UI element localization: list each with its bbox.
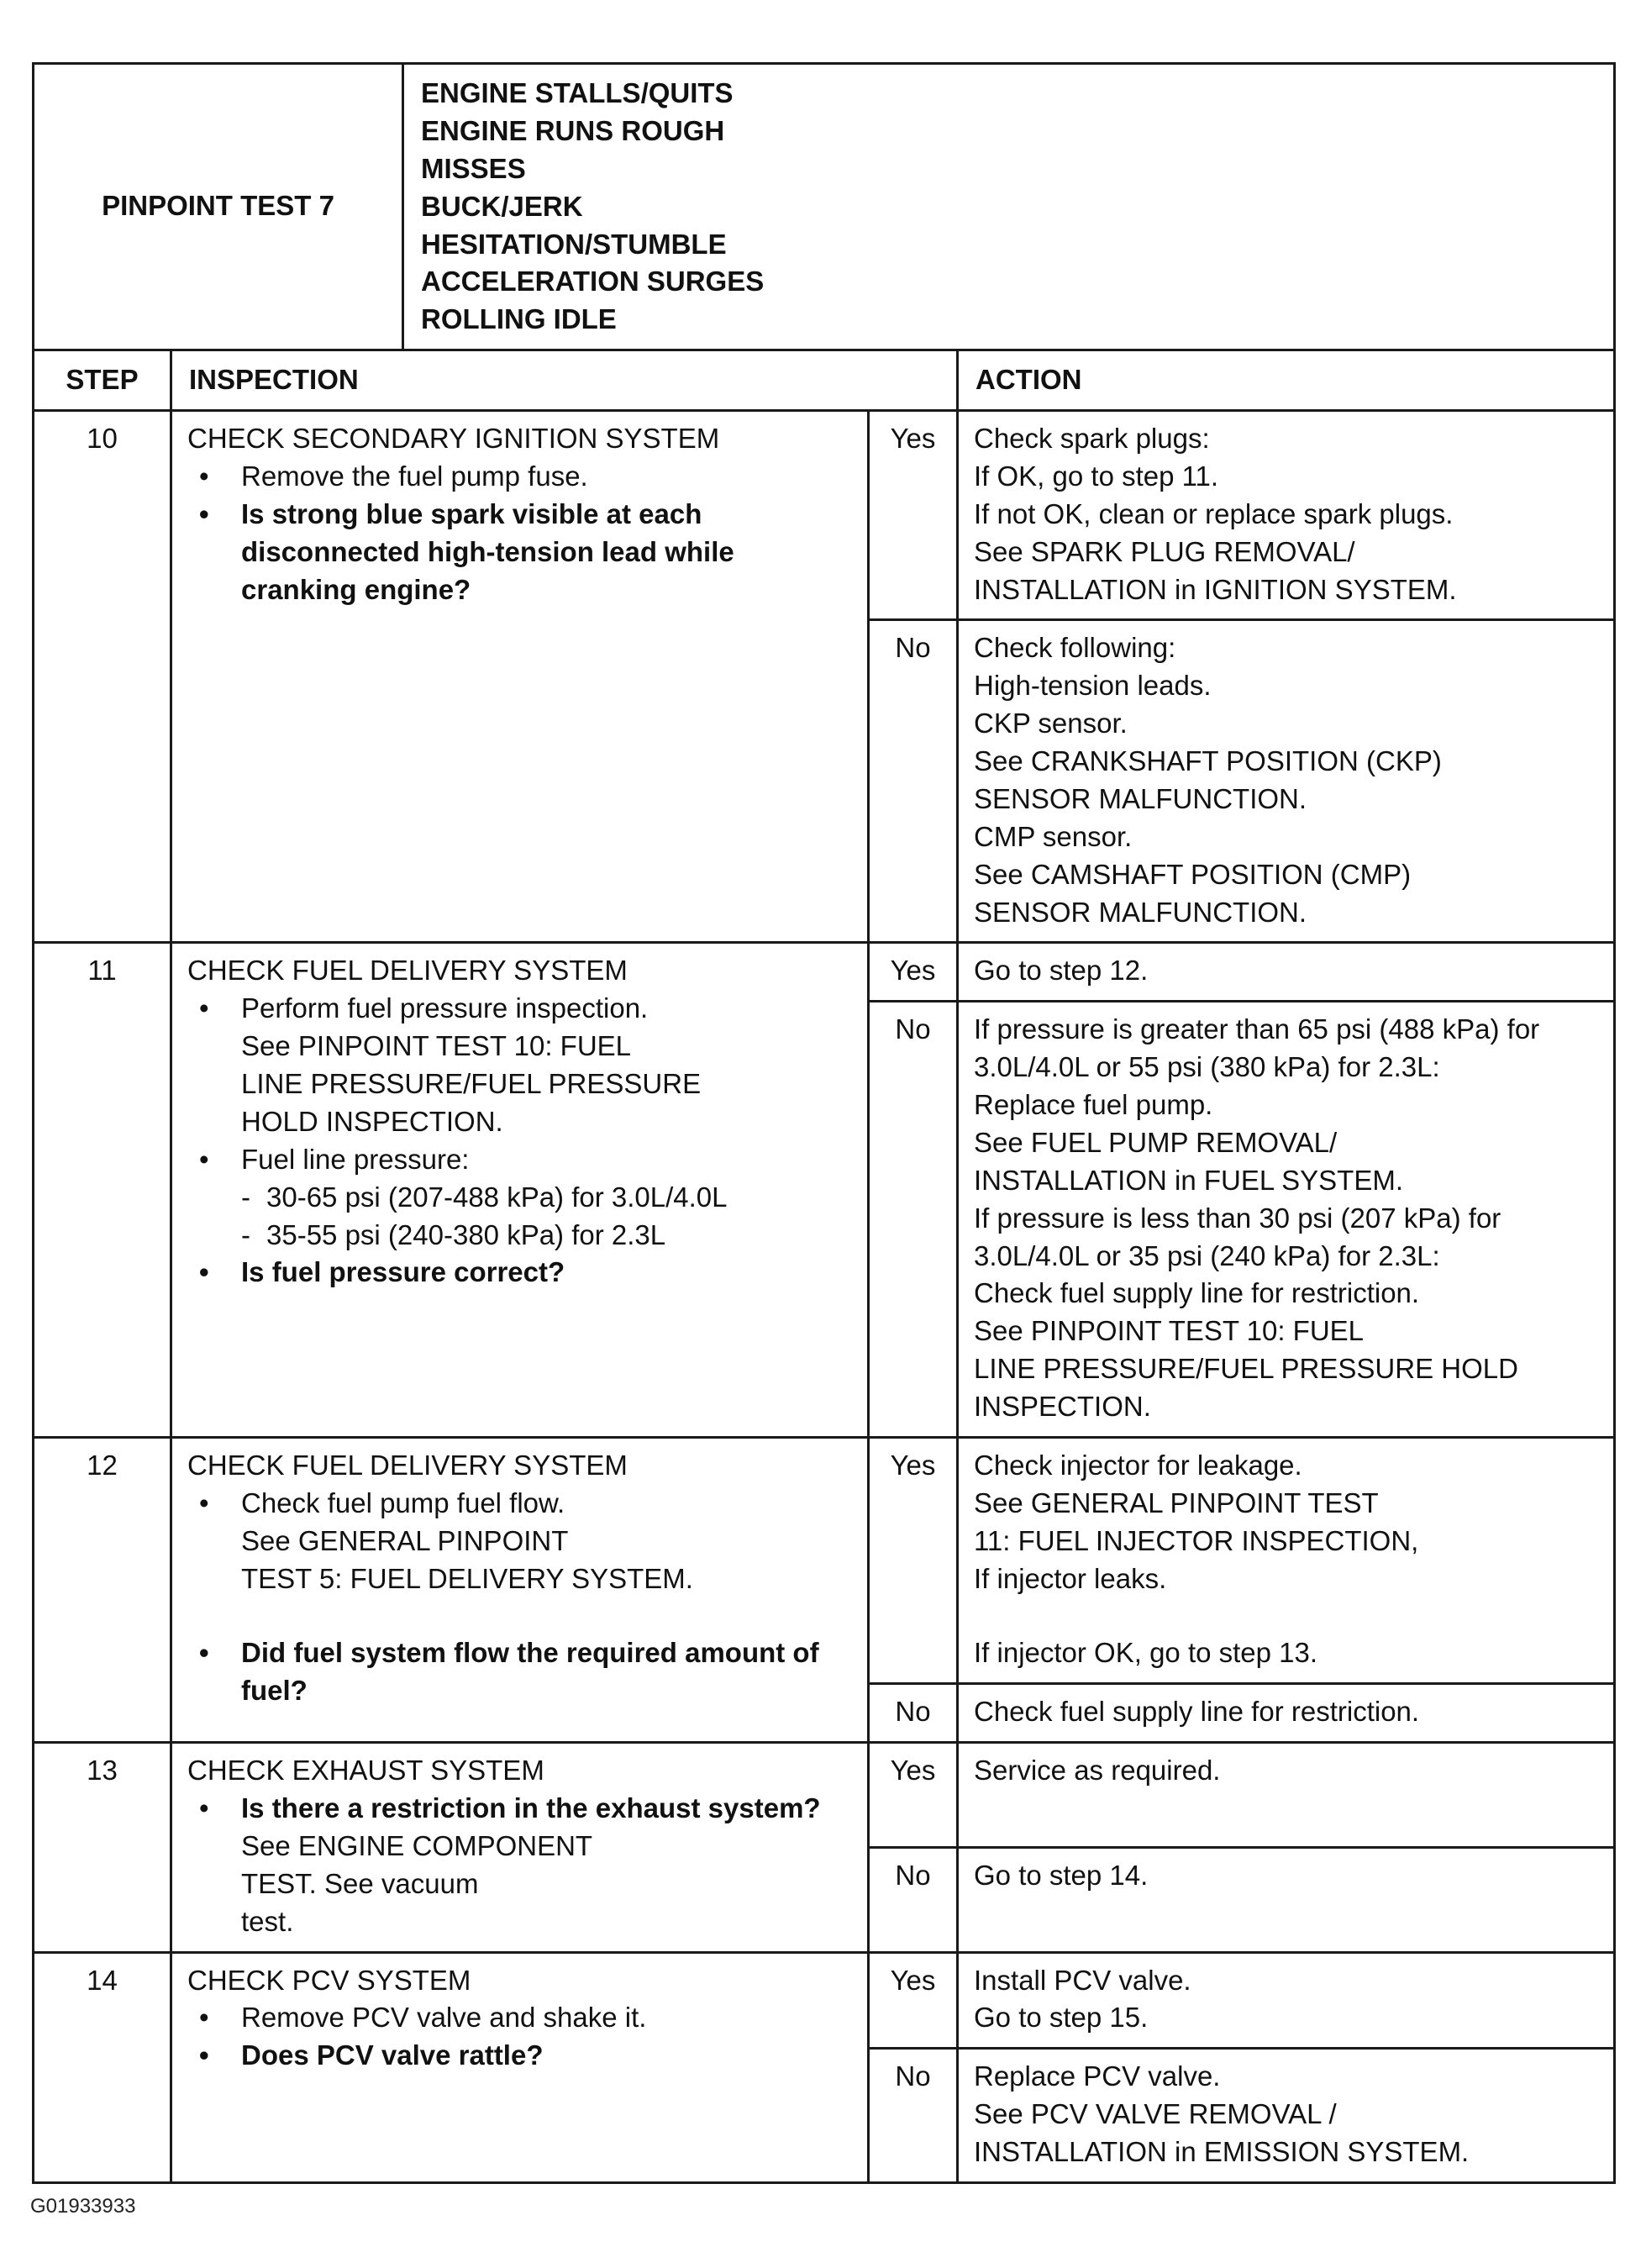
test-header-row bbox=[34, 64, 1615, 350]
step-row-yes bbox=[34, 411, 1615, 620]
pinpoint-test-table bbox=[32, 62, 1616, 2184]
inspection-bullet: • Remove PCV valve and shake it. bbox=[187, 1999, 852, 2037]
action-line: Check fuel supply line for restriction. bbox=[974, 1696, 1420, 1728]
no-label: No bbox=[869, 1847, 958, 1952]
action-line: If injector OK, go to step 13. bbox=[974, 1637, 1318, 1669]
inspection-title: CHECK FUEL DELIVERY SYSTEM bbox=[187, 955, 628, 987]
action-line: CMP sensor. bbox=[974, 820, 1133, 852]
symptom-list bbox=[403, 64, 1615, 350]
action-line: INSTALLATION in EMISSION SYSTEM. bbox=[974, 2136, 1470, 2167]
yes-action bbox=[958, 1437, 1615, 1683]
no-action bbox=[958, 1684, 1615, 1743]
inspection-bullet bbox=[187, 990, 852, 1141]
no-label: No bbox=[869, 2049, 958, 2183]
action-line: Service as required. bbox=[974, 1755, 1221, 1787]
bullet-line: See GENERAL PINPOINT bbox=[241, 1524, 569, 1556]
step-row-yes bbox=[34, 1437, 1615, 1683]
bullet-line: See ENGINE COMPONENT bbox=[241, 1829, 593, 1861]
inspection-title: CHECK PCV SYSTEM bbox=[187, 1964, 471, 1996]
action-line: If OK, go to step 11. bbox=[974, 460, 1219, 492]
inspection-bullet: • Remove the fuel pump fuse. bbox=[187, 458, 852, 496]
inspection-question: • Is there a restriction in the exhaust system? bbox=[241, 1792, 821, 1823]
bullet-line: See PINPOINT TEST 10: FUEL bbox=[241, 1030, 632, 1062]
bullet-line: LINE PRESSURE/FUEL PRESSURE bbox=[241, 1068, 702, 1099]
bullet-line: TEST 5: FUEL DELIVERY SYSTEM. bbox=[241, 1562, 693, 1594]
action-line: See PINPOINT TEST 10: FUEL bbox=[974, 1315, 1365, 1347]
bullet-line: • Fuel line pressure: bbox=[241, 1143, 470, 1175]
action-line: INSTALLATION in FUEL SYSTEM. bbox=[974, 1164, 1404, 1196]
bullet-line: TEST. See vacuum bbox=[241, 1867, 479, 1899]
no-label: No bbox=[869, 1002, 958, 1438]
action-line: If not OK, clean or replace spark plugs. bbox=[974, 497, 1454, 529]
symptom: ROLLING IDLE bbox=[421, 303, 617, 335]
action-line: Check fuel supply line for restriction. bbox=[974, 1277, 1420, 1309]
step-number: 13 bbox=[34, 1743, 171, 1952]
action-line: See FUEL PUMP REMOVAL/ bbox=[974, 1126, 1338, 1158]
yes-action bbox=[958, 1952, 1615, 2049]
bullet-line: • Check fuel pump fuel flow. bbox=[241, 1487, 565, 1518]
action-line: Check following: bbox=[974, 632, 1176, 664]
inspection-question: • Did fuel system flow the required amount of fuel? bbox=[187, 1634, 852, 1710]
column-header-inspection: INSPECTION bbox=[171, 350, 958, 411]
no-action bbox=[958, 2049, 1615, 2183]
action-line: Go to step 15. bbox=[974, 2002, 1149, 2034]
action-line: See PCV VALVE REMOVAL / bbox=[974, 2098, 1337, 2130]
step-number: 14 bbox=[34, 1952, 171, 2182]
inspection-bullet bbox=[187, 1485, 852, 1635]
action-line: If injector leaks. bbox=[974, 1562, 1167, 1594]
inspection-title: CHECK EXHAUST SYSTEM bbox=[187, 1755, 544, 1787]
step-row-yes bbox=[34, 1952, 1615, 2049]
action-line: Replace PCV valve. bbox=[974, 2060, 1221, 2092]
inspection-bullet bbox=[187, 1790, 852, 1941]
action-line: If pressure is less than 30 psi (207 kPa) for bbox=[974, 1202, 1501, 1234]
action-line: LINE PRESSURE/FUEL PRESSURE HOLD bbox=[974, 1353, 1518, 1385]
symptom: MISSES bbox=[421, 152, 526, 184]
inspection-cell bbox=[171, 411, 869, 943]
figure-id: G01933933 bbox=[30, 2195, 136, 2218]
no-label: No bbox=[869, 1684, 958, 1743]
yes-label: Yes bbox=[869, 1743, 958, 1848]
symptom: BUCK/JERK bbox=[421, 190, 583, 222]
symptom: HESITATION/STUMBLE bbox=[421, 228, 727, 260]
symptom: ENGINE RUNS ROUGH bbox=[421, 114, 725, 146]
action-line: SENSOR MALFUNCTION. bbox=[974, 782, 1307, 814]
yes-label: Yes bbox=[869, 1952, 958, 2049]
symptom: ACCELERATION SURGES bbox=[421, 266, 765, 297]
yes-action bbox=[958, 411, 1615, 620]
action-line: SENSOR MALFUNCTION. bbox=[974, 896, 1307, 928]
pressure-spec: - 30-65 psi (207-488 kPa) for 3.0L/4.0L bbox=[241, 1179, 852, 1217]
inspection-title: CHECK SECONDARY IGNITION SYSTEM bbox=[187, 423, 720, 454]
action-line: INSPECTION. bbox=[974, 1391, 1151, 1422]
action-line: See CRANKSHAFT POSITION (CKP) bbox=[974, 745, 1442, 776]
action-line: 3.0L/4.0L or 35 psi (240 kPa) for 2.3L: bbox=[974, 1239, 1440, 1271]
test-label: PINPOINT TEST 7 bbox=[34, 64, 403, 350]
inspection-cell bbox=[171, 943, 869, 1438]
symptom: ENGINE STALLS/QUITS bbox=[421, 77, 734, 108]
inspection-bullet bbox=[187, 1141, 852, 1255]
action-line: 11: FUEL INJECTOR INSPECTION, bbox=[974, 1524, 1419, 1556]
action-line: See GENERAL PINPOINT TEST bbox=[974, 1487, 1379, 1518]
yes-label: Yes bbox=[869, 943, 958, 1002]
yes-action bbox=[958, 943, 1615, 1002]
yes-label: Yes bbox=[869, 411, 958, 620]
step-row-yes bbox=[34, 943, 1615, 1002]
inspection-cell bbox=[171, 1437, 869, 1742]
bullet-line: test. bbox=[241, 1905, 294, 1937]
action-line: Go to step 14. bbox=[974, 1859, 1149, 1891]
no-action bbox=[958, 1847, 1615, 1952]
action-line: Install PCV valve. bbox=[974, 1964, 1191, 1996]
inspection-title: CHECK FUEL DELIVERY SYSTEM bbox=[187, 1449, 628, 1481]
inspection-cell bbox=[171, 1952, 869, 2182]
inspection-question: • Does PCV valve rattle? bbox=[187, 2037, 852, 2075]
action-line: INSTALLATION in IGNITION SYSTEM. bbox=[974, 573, 1457, 605]
bullet-line: HOLD INSPECTION. bbox=[241, 1105, 503, 1137]
step-number: 10 bbox=[34, 411, 171, 943]
action-line: Replace fuel pump. bbox=[974, 1089, 1213, 1120]
action-line: High-tension leads. bbox=[974, 670, 1212, 702]
step-number: 11 bbox=[34, 943, 171, 1438]
action-line: Check spark plugs: bbox=[974, 423, 1210, 454]
action-line: 3.0L/4.0L or 55 psi (380 kPa) for 2.3L: bbox=[974, 1051, 1440, 1083]
bullet-line: • Perform fuel pressure inspection. bbox=[241, 992, 649, 1024]
pinpoint-test-page bbox=[32, 62, 1613, 2184]
column-header-step: STEP bbox=[34, 350, 171, 411]
inspection-question: • Is strong blue spark visible at each disconnected high-tension lead while cranking engine? bbox=[187, 496, 852, 609]
no-action bbox=[958, 620, 1615, 943]
inspection-cell bbox=[171, 1743, 869, 1952]
action-line: Check injector for leakage. bbox=[974, 1449, 1302, 1481]
action-line: If pressure is greater than 65 psi (488 kPa) for bbox=[974, 1013, 1540, 1045]
pressure-spec: - 35-55 psi (240-380 kPa) for 2.3L bbox=[241, 1217, 852, 1255]
inspection-question: • Is fuel pressure correct? bbox=[187, 1254, 852, 1292]
no-action bbox=[958, 1002, 1615, 1438]
column-header-action: ACTION bbox=[958, 350, 1615, 411]
yes-action bbox=[958, 1743, 1615, 1848]
action-line: See CAMSHAFT POSITION (CMP) bbox=[974, 858, 1412, 890]
action-line: CKP sensor. bbox=[974, 708, 1128, 739]
action-line: See SPARK PLUG REMOVAL/ bbox=[974, 535, 1355, 567]
yes-label: Yes bbox=[869, 1437, 958, 1683]
no-label: No bbox=[869, 620, 958, 943]
step-row-yes bbox=[34, 1743, 1615, 1848]
column-header-row bbox=[34, 350, 1615, 411]
step-number: 12 bbox=[34, 1437, 171, 1742]
action-line: Go to step 12. bbox=[974, 955, 1149, 987]
